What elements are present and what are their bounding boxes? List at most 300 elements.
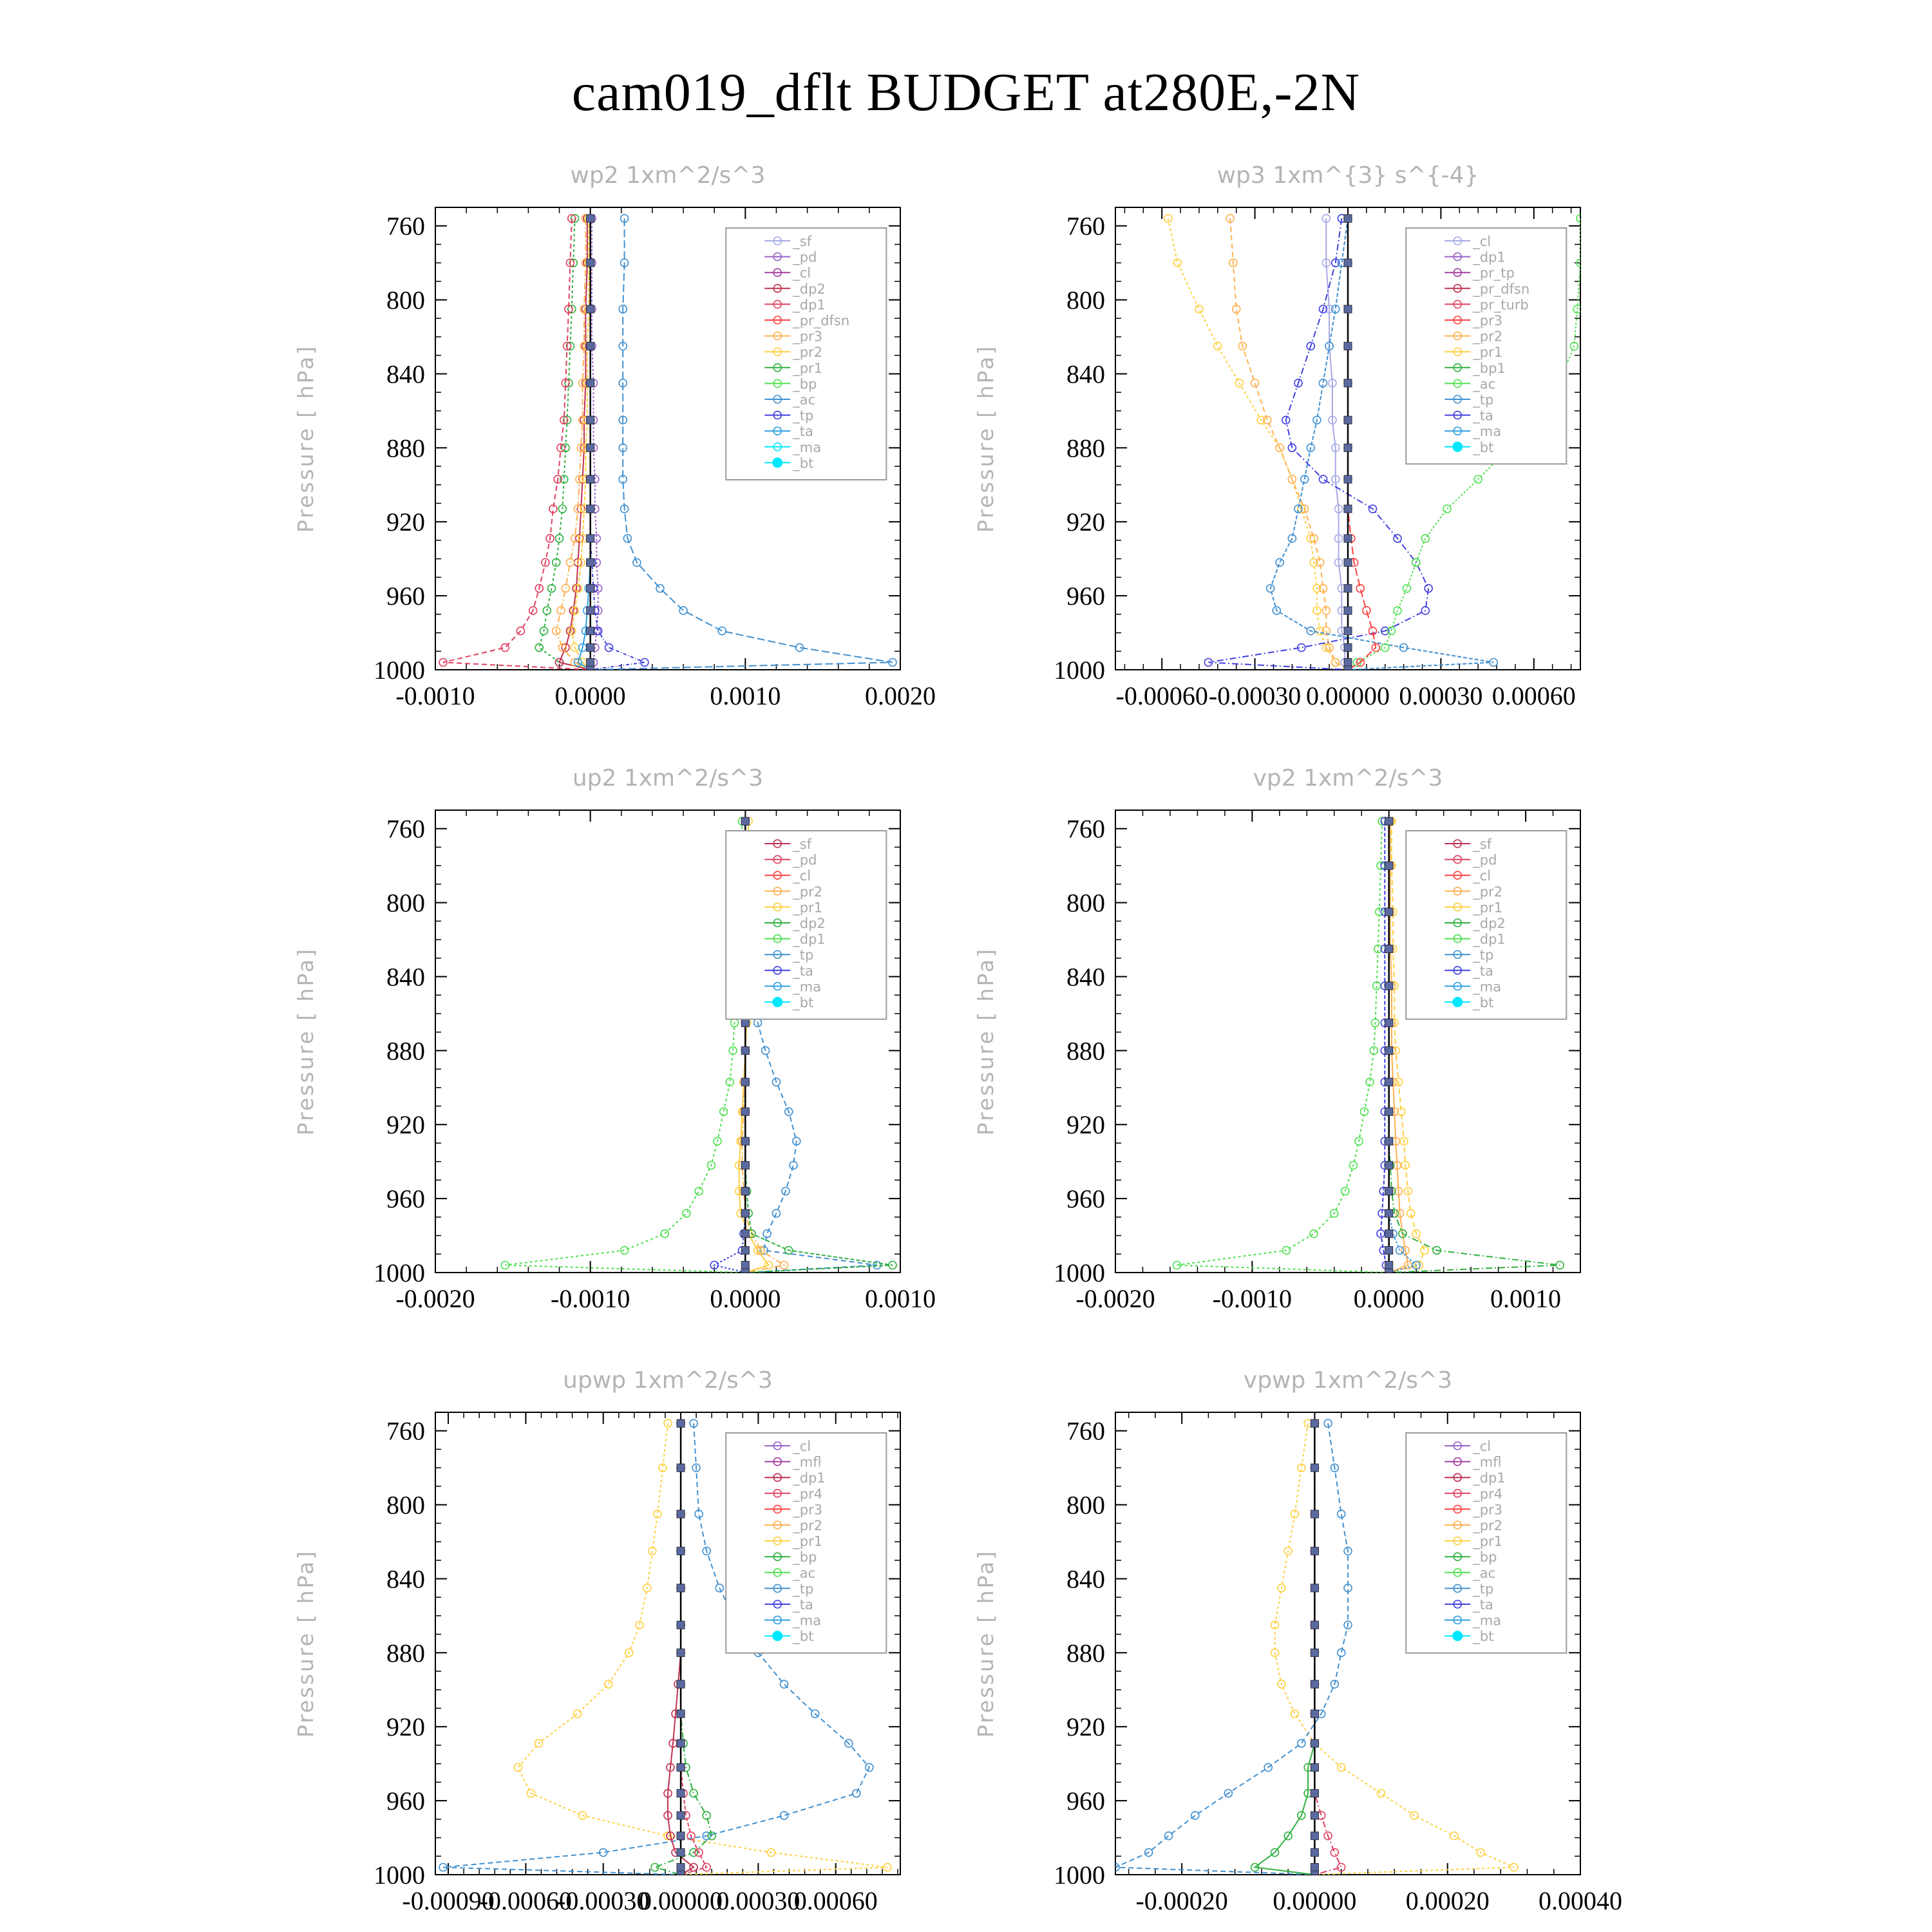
data-point [677, 1864, 685, 1871]
legend-label: _cl [793, 1439, 811, 1454]
legend-label: _sf [1473, 837, 1492, 852]
data-point [1311, 1464, 1318, 1472]
legend-label: _pr2 [793, 1518, 823, 1533]
legend-label: _pr1 [1473, 900, 1503, 916]
data-point [587, 666, 594, 674]
chart-panel-6 [973, 1367, 1622, 1915]
data-point [1311, 1790, 1318, 1797]
data-point [677, 1464, 685, 1472]
y-tick-label: 880 [386, 1638, 425, 1668]
data-point [1385, 1247, 1393, 1255]
legend-label: _pd [793, 852, 817, 868]
y-tick-label: 840 [386, 359, 425, 389]
legend-label: _pr2 [1473, 328, 1503, 345]
data-point [1311, 1547, 1318, 1555]
data-point [1311, 1621, 1318, 1629]
data-point [741, 1161, 749, 1169]
data-point [605, 644, 613, 652]
data-point [677, 1739, 685, 1747]
data-point [1344, 259, 1352, 267]
legend-label: _dp1 [1473, 931, 1506, 947]
legend-label: _pr3 [793, 328, 823, 345]
x-tick-label: -0.00090 [402, 1886, 495, 1915]
data-point [741, 817, 749, 825]
legend-marker [1452, 997, 1463, 1007]
legend-label: _dp1 [793, 931, 826, 947]
y-tick-label: 960 [1066, 1786, 1105, 1816]
y-tick-label: 960 [1066, 1184, 1105, 1214]
y-axis-label: Pressure [ hPa] [293, 947, 318, 1136]
series-line-dp1 [1177, 821, 1389, 1273]
data-point [1344, 475, 1352, 483]
data-point [1251, 379, 1259, 387]
y-tick-label: 840 [386, 962, 425, 992]
legend-label: _sf [793, 234, 812, 249]
data-point [677, 1584, 685, 1592]
data-point [1344, 607, 1352, 614]
series-line-ta [1208, 218, 1428, 670]
x-tick-label: -0.00060 [479, 1886, 573, 1915]
data-point [1421, 535, 1429, 542]
series-line-bp [1255, 1423, 1315, 1875]
y-tick-label: 920 [1066, 507, 1105, 537]
data-point [1385, 1137, 1393, 1145]
data-point [677, 1832, 685, 1840]
legend-label: _ma [793, 439, 822, 455]
chart-panel-1 [293, 162, 936, 710]
y-tick-label: 880 [1066, 1036, 1105, 1066]
legend-label: _tp [793, 1581, 814, 1597]
data-point [703, 1812, 710, 1819]
x-tick-label: -0.0020 [395, 1284, 475, 1313]
data-point [1311, 1812, 1318, 1819]
data-point [1344, 585, 1352, 592]
legend-label: _ma [1473, 1613, 1502, 1629]
panel-title: up2 1xm^2/s^3 [572, 765, 764, 791]
x-tick-label: -0.0020 [1075, 1284, 1155, 1313]
legend-label: _cl [1473, 868, 1492, 884]
data-point [741, 1209, 749, 1217]
data-point [1311, 1739, 1318, 1747]
data-point [587, 535, 594, 542]
y-tick-label: 760 [1066, 814, 1105, 844]
y-tick-label: 800 [1066, 285, 1105, 315]
legend-label: _pr_dfsn [1473, 281, 1530, 297]
legend-label: _bt [793, 995, 814, 1010]
legend-label: _sf [793, 837, 812, 852]
data-point [677, 1547, 685, 1555]
data-point [1344, 444, 1352, 451]
data-point [1165, 1832, 1173, 1840]
y-tick-label: 920 [1066, 1712, 1105, 1742]
data-point [1396, 1247, 1404, 1255]
legend-label: _ac [1473, 376, 1496, 392]
legend-label: _bt [1473, 995, 1494, 1010]
data-point [741, 1262, 749, 1269]
y-tick-label: 800 [1066, 1490, 1105, 1520]
y-tick-label: 760 [386, 814, 425, 844]
data-point [790, 1161, 797, 1169]
data-point [587, 659, 594, 667]
data-point [661, 1230, 668, 1238]
data-point [587, 627, 594, 635]
data-point [1344, 416, 1352, 424]
y-axis-label: Pressure [ hPa] [293, 1549, 318, 1738]
legend-label: _tp [1473, 1581, 1494, 1597]
y-tick-label: 1000 [374, 1258, 425, 1287]
legend-label: _pr_turb [1473, 297, 1529, 313]
data-point [587, 214, 594, 222]
data-point [605, 1680, 612, 1688]
data-point [1311, 1680, 1318, 1688]
legend [726, 1433, 886, 1653]
data-point [1195, 305, 1203, 313]
legend-label: _ma [1473, 424, 1502, 440]
data-point [1311, 1849, 1318, 1857]
legend-label: _tp [793, 408, 814, 424]
legend-label: _ta [793, 424, 813, 440]
data-point [1385, 1046, 1393, 1054]
x-tick-label: 0.00000 [639, 1886, 723, 1915]
legend [726, 228, 886, 480]
x-tick-label: 0.0000 [1353, 1284, 1425, 1313]
data-point [677, 1621, 685, 1629]
series-line-pr1 [1168, 218, 1348, 670]
legend-label: _pr_tp [1473, 265, 1515, 281]
legend-label: _ta [793, 1597, 813, 1613]
data-point [587, 444, 594, 451]
legend [726, 831, 886, 1019]
data-point [574, 1710, 582, 1718]
legend-label: _pr2 [1473, 1518, 1503, 1533]
legend-label: _tp [1473, 947, 1494, 963]
data-point [1291, 1710, 1298, 1718]
data-point [741, 1247, 749, 1255]
y-tick-label: 1000 [374, 1861, 425, 1889]
data-point [1385, 945, 1393, 952]
legend-label: _pd [1473, 852, 1497, 868]
data-point [587, 585, 594, 592]
x-tick-label: 0.00020 [1405, 1886, 1490, 1915]
legend-label: _dp1 [793, 297, 826, 313]
legend-label: _ma [1473, 979, 1502, 995]
x-tick-label: 0.00060 [1492, 681, 1576, 710]
x-tick-label: -0.00020 [1135, 1886, 1228, 1915]
data-point [718, 627, 726, 635]
legend-label: _bp1 [1473, 360, 1506, 376]
figure-title: cam019_dflt BUDGET at280E,-2N [571, 62, 1361, 122]
data-point [683, 1209, 690, 1217]
data-point [677, 1419, 685, 1427]
data-point [587, 379, 594, 387]
series-line-dp1 [505, 821, 745, 1273]
data-point [1385, 908, 1393, 916]
data-point [853, 1790, 860, 1797]
data-point [677, 1510, 685, 1518]
y-tick-label: 800 [386, 1490, 425, 1520]
chart-panel-4 [973, 765, 1580, 1313]
data-point [1310, 1230, 1318, 1238]
data-point [587, 305, 594, 313]
data-point [1385, 982, 1393, 990]
y-tick-label: 960 [1066, 582, 1105, 611]
data-point [1394, 607, 1401, 614]
legend-label: _cl [793, 868, 811, 884]
legend-label: _bp [793, 376, 817, 392]
legend-label: _pr1 [793, 1533, 823, 1549]
data-point [1385, 817, 1393, 825]
data-point [587, 416, 594, 424]
legend [1406, 1433, 1566, 1653]
legend-label: _pr3 [793, 1502, 823, 1518]
data-point [1385, 862, 1393, 869]
x-tick-label: 0.0010 [710, 681, 781, 710]
data-point [1344, 558, 1352, 566]
data-point [587, 607, 594, 614]
data-point [677, 1812, 685, 1819]
y-tick-label: 800 [386, 888, 425, 918]
data-point [677, 1849, 685, 1857]
legend-label: _dp2 [793, 281, 826, 297]
data-point [621, 1247, 629, 1255]
legend-label: _ac [1473, 1565, 1496, 1581]
chart-panel-3 [293, 765, 936, 1313]
y-tick-label: 1000 [1054, 1861, 1105, 1889]
legend-label: _pr1 [793, 360, 823, 376]
data-point [1276, 558, 1283, 566]
legend-label: _tp [1473, 392, 1494, 408]
x-tick-label: 0.0000 [710, 1284, 781, 1313]
x-tick-label: 0.00030 [1399, 681, 1483, 710]
data-point [587, 475, 594, 483]
data-point [781, 1812, 788, 1819]
x-tick-label: -0.00030 [557, 1886, 650, 1915]
data-point [587, 342, 594, 350]
legend-label: _mfl [793, 1454, 822, 1470]
data-point [1214, 342, 1222, 350]
data-point [1298, 1739, 1305, 1747]
data-point [1344, 659, 1352, 667]
legend [1406, 831, 1566, 1019]
series-line-dp1 [443, 218, 591, 670]
data-point [677, 1710, 685, 1718]
y-tick-label: 800 [386, 285, 425, 315]
y-tick-label: 1000 [374, 656, 425, 685]
data-point [741, 1137, 749, 1145]
data-point [1344, 214, 1352, 222]
data-point [741, 1269, 749, 1276]
legend-label: _pr3 [1473, 1502, 1503, 1518]
data-point [1363, 607, 1370, 614]
legend-marker [1452, 1631, 1463, 1641]
y-tick-label: 880 [386, 1036, 425, 1066]
panel-title: vpwp 1xm^2/s^3 [1243, 1367, 1453, 1394]
data-point [1344, 666, 1352, 674]
y-tick-label: 920 [386, 1110, 425, 1140]
legend-label: _pr1 [1473, 345, 1503, 361]
y-tick-label: 760 [1066, 211, 1105, 241]
y-axis-label: Pressure [ hPa] [973, 947, 998, 1136]
y-axis-label: Pressure [ hPa] [973, 1549, 998, 1738]
data-point [1344, 305, 1352, 313]
y-tick-label: 880 [1066, 1638, 1105, 1668]
legend-marker [772, 1631, 782, 1641]
y-tick-label: 760 [386, 211, 425, 241]
legend-label: _pd [793, 249, 817, 265]
y-tick-label: 920 [1066, 1110, 1105, 1140]
data-point [1385, 1161, 1393, 1169]
x-tick-label: -0.0010 [1212, 1284, 1293, 1313]
y-tick-label: 840 [386, 1564, 425, 1594]
legend-label: _dp1 [1473, 249, 1506, 265]
data-point [1344, 342, 1352, 350]
data-point [1344, 379, 1352, 387]
legend-label: _pr1 [1473, 1533, 1503, 1549]
legend-label: _pr4 [1473, 1486, 1503, 1502]
data-point [651, 1864, 659, 1871]
data-point [1378, 1790, 1385, 1797]
legend-label: _dp2 [1473, 916, 1506, 931]
data-point [587, 259, 594, 267]
y-tick-label: 880 [386, 433, 425, 463]
data-point [1191, 1812, 1199, 1819]
legend-label: _bt [793, 455, 814, 471]
panel-title: upwp 1xm^2/s^3 [563, 1367, 773, 1394]
y-tick-label: 840 [1066, 962, 1105, 992]
data-point [1403, 585, 1410, 592]
x-tick-label: 0.00040 [1539, 1886, 1622, 1915]
x-tick-label: 0.0010 [865, 1284, 936, 1313]
legend-label: _cl [1473, 234, 1492, 249]
y-tick-label: 920 [386, 1712, 425, 1742]
data-point [1344, 535, 1352, 542]
y-axis-label: Pressure [ hPa] [293, 344, 318, 533]
legend-label: _pr4 [793, 1486, 823, 1502]
legend-label: _pr_dfsn [793, 313, 850, 328]
y-tick-label: 800 [1066, 888, 1105, 918]
x-tick-label: 0.0000 [554, 681, 626, 710]
data-point [1311, 1871, 1318, 1879]
data-point [656, 585, 664, 592]
legend-label: _mfl [1473, 1454, 1502, 1470]
legend-label: _ac [793, 392, 816, 408]
chart-panel-5 [293, 1367, 900, 1915]
data-point [741, 1230, 749, 1238]
data-point [587, 558, 594, 566]
legend-marker [1452, 442, 1463, 452]
legend-label: _dp1 [1473, 1470, 1506, 1486]
x-tick-label: 0.0020 [865, 681, 936, 710]
legend-label: _ta [793, 963, 813, 979]
data-point [1344, 505, 1352, 513]
data-point [1385, 1269, 1393, 1276]
data-point [1385, 1078, 1393, 1086]
panel-title: wp3 1xm^{3} s^{-4} [1217, 162, 1479, 189]
data-point [1311, 1864, 1318, 1871]
legend-label: _ma [793, 979, 822, 995]
data-point [1385, 1108, 1393, 1115]
x-tick-label: -0.0010 [395, 681, 475, 710]
y-tick-label: 840 [1066, 359, 1105, 389]
x-tick-label: -0.00030 [1208, 681, 1302, 710]
data-point [1311, 1510, 1318, 1518]
y-axis-label: Pressure [ hPa] [973, 344, 998, 533]
data-point [677, 1680, 685, 1688]
x-tick-label: 0.00000 [1273, 1886, 1357, 1915]
data-point [741, 1019, 749, 1027]
data-point [679, 607, 687, 614]
legend-label: _ma [793, 1613, 822, 1629]
legend-label: _pr1 [793, 900, 823, 916]
data-point [677, 1871, 685, 1879]
y-tick-label: 840 [1066, 1564, 1105, 1594]
legend-label: _bt [1473, 439, 1494, 455]
data-point [690, 1790, 697, 1797]
data-point [1311, 1584, 1318, 1592]
legend-label: _ta [1473, 1597, 1493, 1613]
legend-label: _pr2 [793, 345, 823, 361]
legend-label: _dp1 [793, 1470, 826, 1486]
data-point [1319, 475, 1327, 483]
data-point [587, 644, 594, 652]
data-point [1311, 1419, 1318, 1427]
y-tick-label: 960 [386, 1786, 425, 1816]
data-point [741, 1078, 749, 1086]
legend-marker [772, 997, 782, 1007]
x-tick-label: 0.00030 [716, 1886, 800, 1915]
legend-label: _bp [793, 1549, 817, 1566]
data-point [677, 1649, 685, 1656]
legend [1406, 228, 1566, 464]
legend-label: _cl [793, 265, 811, 281]
x-tick-label: -0.0010 [551, 1284, 630, 1313]
data-point [1344, 644, 1352, 652]
data-point [1331, 1849, 1338, 1857]
data-point [695, 1188, 703, 1195]
x-tick-label: 0.00060 [793, 1886, 878, 1915]
legend-label: _tp [793, 947, 814, 963]
y-tick-label: 760 [386, 1416, 425, 1446]
data-point [1311, 1832, 1318, 1840]
y-tick-label: 960 [386, 582, 425, 611]
data-point [741, 1188, 749, 1195]
data-point [587, 505, 594, 513]
data-point [741, 1046, 749, 1054]
y-tick-label: 960 [386, 1184, 425, 1214]
data-point [1385, 1209, 1393, 1217]
chart-panel-2 [973, 162, 1584, 710]
legend-label: _bt [793, 1629, 814, 1645]
legend-marker [772, 457, 782, 468]
x-tick-label: 0.00000 [1306, 681, 1390, 710]
data-point [535, 644, 543, 652]
legend-label: _ta [1473, 963, 1493, 979]
data-point [677, 1790, 685, 1797]
data-point [514, 1763, 522, 1771]
legend-label: _pr2 [1473, 884, 1503, 900]
legend-label: _dp2 [793, 916, 826, 931]
legend-label: _cl [1473, 1439, 1492, 1454]
legend-label: _pr2 [793, 884, 823, 900]
data-point [1344, 627, 1352, 635]
legend-label: _pr3 [1473, 313, 1503, 328]
data-point [1385, 1262, 1393, 1269]
data-point [781, 1680, 788, 1688]
y-tick-label: 1000 [1054, 1258, 1105, 1287]
data-point [1311, 1710, 1318, 1718]
data-point [1385, 1230, 1393, 1238]
y-tick-label: 1000 [1054, 656, 1105, 685]
